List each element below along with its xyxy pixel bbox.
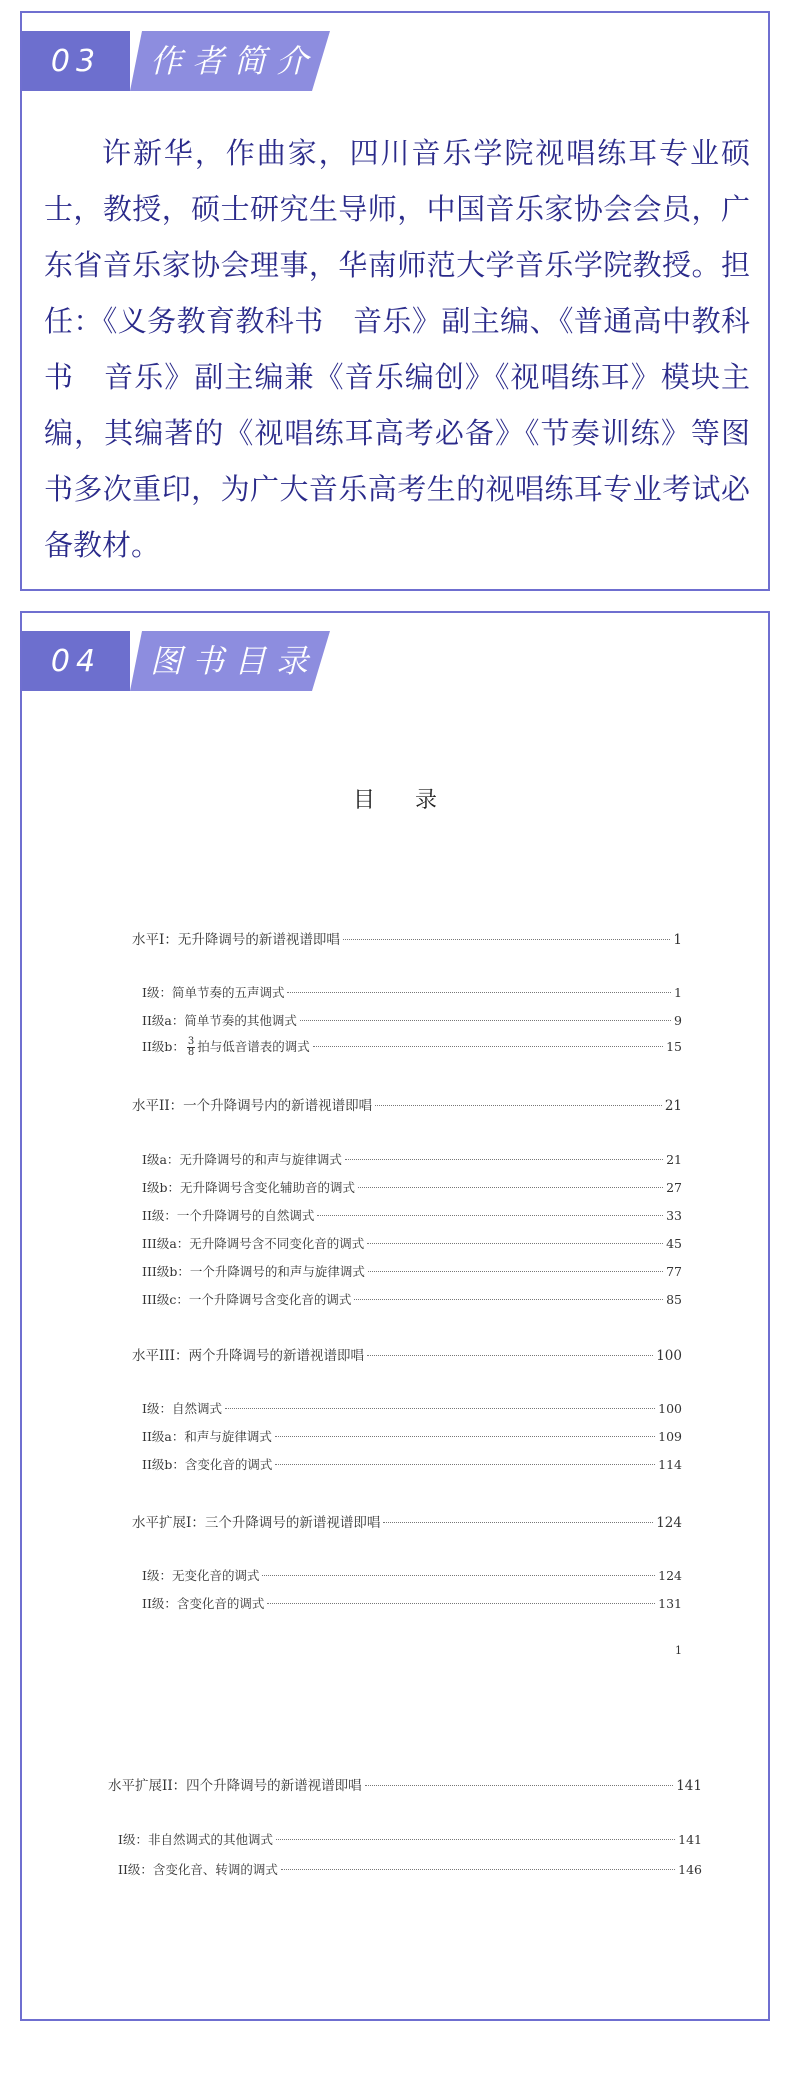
toc-entry-title: 水平III：两个升降调号的新谱视谱即唱 [132,1348,364,1364]
toc-entry-page: 33 [666,1208,682,1223]
toc-entry [142,1178,682,1196]
leader-dots [368,1271,663,1272]
leader-dots [281,1869,675,1870]
toc-entry-page: 124 [658,1568,682,1583]
toc-heading: 目录 [352,788,477,813]
toc-entry-page: 146 [678,1862,702,1877]
leader-dots [276,1839,675,1840]
leader-dots [267,1603,655,1604]
toc-entry-title: 水平扩展II：四个升降调号的新谱视谱即唱 [108,1778,362,1794]
section-title: 作者简介 [150,42,319,80]
leader-dots [343,939,671,940]
toc-entry-title: I级：自然调式 [142,1401,222,1416]
toc-entry-title-suffix: 拍与低音谱表的调式 [197,1039,310,1054]
toc-entry [142,1037,682,1058]
toc-entry-title: I级：非自然调式的其他调式 [118,1832,273,1847]
toc-entry [142,1566,682,1584]
toc-entry-title: I级a：无升降调号的和声与旋律调式 [142,1152,342,1167]
leader-dots [367,1243,663,1244]
toc-entry [142,1262,682,1280]
toc-entry-title: III级b：一个升降调号的和声与旋律调式 [142,1264,365,1279]
toc-entry [142,1290,682,1308]
toc-entry-page: 1 [674,985,682,1000]
fraction-denominator: 8 [187,1047,195,1058]
fraction-numerator: 3 [187,1036,195,1047]
leader-dots [365,1785,674,1786]
time-signature-fraction [187,1037,195,1058]
toc-entry-page: 100 [656,1348,682,1364]
toc-entry [142,1234,682,1252]
toc-entry [118,1830,702,1848]
section-number: 03 [22,31,130,91]
toc-entry [142,1399,682,1417]
toc-entry-page: 141 [676,1778,702,1794]
toc-entry-page: 15 [666,1039,682,1054]
toc-entry-title: I级：无变化音的调式 [142,1568,260,1583]
toc-entry [108,1774,702,1794]
toc-entry-page: 45 [666,1236,682,1251]
toc-entry-title: 水平扩展I：三个升降调号的新谱视谱即唱 [132,1515,381,1531]
toc-entry-page: 9 [674,1013,682,1028]
toc-entry-page: 141 [678,1832,702,1847]
toc-entry [142,1455,682,1473]
toc-entry-title-prefix: II级b： [142,1039,185,1054]
toc-entry-title: II级：含变化音、转调的调式 [118,1862,278,1877]
toc-entry-page: 21 [664,1098,682,1114]
page-number: 1 [675,1644,682,1657]
toc-entry-title: II级：含变化音的调式 [142,1596,265,1611]
toc-entry-title: II级a：简单节奏的其他调式 [142,1013,297,1028]
toc-entry [142,1594,682,1612]
leader-dots [225,1408,655,1409]
section-tag [22,631,330,691]
toc-entry-title: II级a：和声与旋律调式 [142,1429,272,1444]
leader-dots [345,1159,663,1160]
toc-entry-page: 21 [666,1152,682,1167]
toc-entry [118,1860,702,1878]
toc-entry-page: 85 [666,1292,682,1307]
toc-entry-title: 水平I：无升降调号的新谱视谱即唱 [132,932,340,948]
toc-panel [20,611,770,2021]
leader-dots [354,1299,663,1300]
leader-dots [375,1105,662,1106]
section-number: 04 [22,631,130,691]
author-bio: 许新华，作曲家，四川音乐学院视唱练耳专业硕士，教授，硕士研究生导师，中国音乐家协会会员，广东省音乐家协会理事，华南师范大学音乐学院教授。担任：《义务教育教科书 音乐》副主编、《普通高中教科书 音乐》副主编兼《音乐编创》《视唱练耳》模块主编，其编著的《视唱练耳高考必备》《节奏训练》等图书多次重印，为广大音乐高考生的视唱练耳专业考试必备教材。 [44,136,750,562]
toc-entry-page: 100 [658,1401,682,1416]
toc-entry-title: I级b：无升降调号含变化辅助音的调式 [142,1180,355,1195]
leader-dots [300,1020,671,1021]
leader-dots [317,1215,663,1216]
leader-dots [262,1575,655,1576]
toc-entry-title: III级c：一个升降调号含变化音的调式 [142,1292,352,1307]
toc-entry [142,1427,682,1445]
toc-entry-title: II级b：含变化音的调式 [142,1457,273,1472]
toc-entry [142,1150,682,1168]
leader-dots [383,1522,653,1523]
leader-dots [358,1187,663,1188]
toc-entry-page: 131 [658,1596,682,1611]
toc-entry-page: 114 [658,1457,682,1472]
leader-dots [275,1464,655,1465]
leader-dots [313,1046,663,1047]
toc-entry-page: 27 [666,1180,682,1195]
toc-entry [142,1206,682,1224]
leader-dots [367,1355,653,1356]
toc-entry-title [142,1037,310,1058]
toc-entry [132,1094,682,1114]
toc-entry-page: 109 [658,1429,682,1444]
toc-entry-title: I级：简单节奏的五声调式 [142,985,285,1000]
toc-entry-title: II级：一个升降调号的自然调式 [142,1208,315,1223]
toc-entry [132,928,682,948]
toc-entry-page: 1 [673,932,682,948]
leader-dots [287,992,671,993]
toc-entry [142,983,682,1001]
section-title: 图书目录 [150,642,319,680]
leader-dots [275,1436,655,1437]
toc-entry-page: 77 [666,1264,682,1279]
toc-entry-title: 水平II：一个升降调号内的新谱视谱即唱 [132,1098,373,1114]
toc-entry [132,1511,682,1531]
section-tag [22,31,330,91]
toc-entry [132,1344,682,1364]
toc-entry [142,1011,682,1029]
toc-entry-page: 124 [656,1515,682,1531]
author-panel [20,11,770,591]
toc-entry-title: III级a：无升降调号含不同变化音的调式 [142,1236,365,1251]
